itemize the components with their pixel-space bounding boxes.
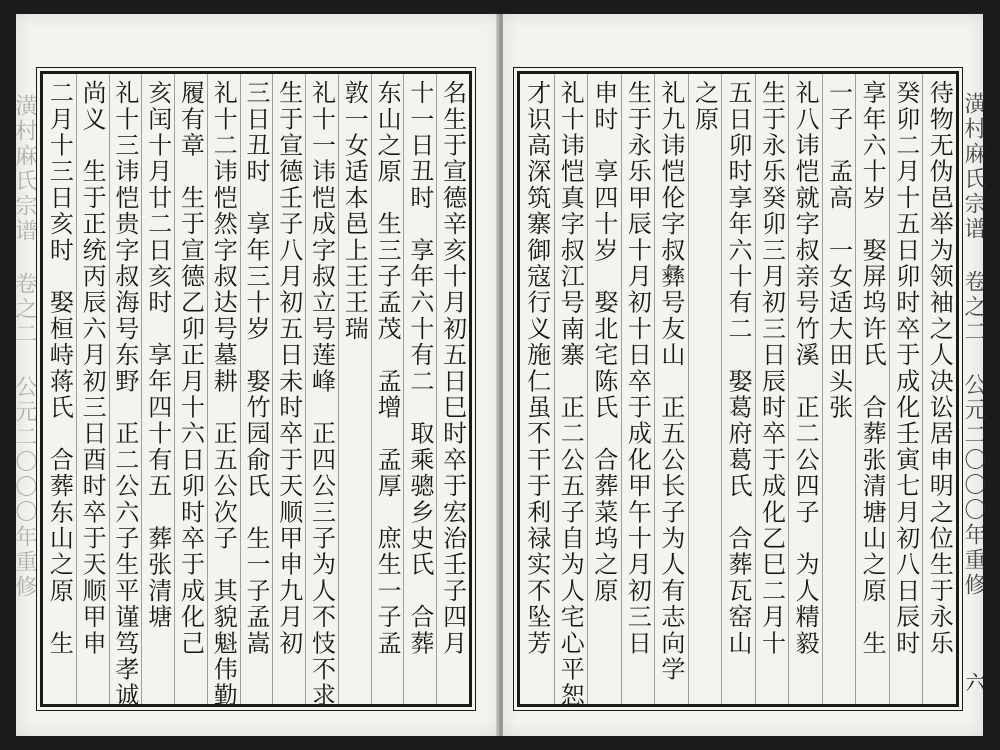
column-rule [822, 74, 823, 704]
column-rule [305, 74, 306, 704]
right-columns [520, 74, 956, 709]
column-rule [855, 74, 856, 704]
left-text-frame [40, 71, 472, 707]
text-column: 生于永乐癸卯三月初三日辰时卒于成化乙巳二月十 [757, 80, 786, 657]
column-rule [141, 74, 142, 704]
left-columns [43, 74, 469, 709]
text-column: 礼八讳恺就字叔亲号竹溪 正二公四子 为人精毅 [791, 80, 820, 657]
text-column: 三日丑时 享年三十岁 娶竹园俞氏 生一子孟嵩 [242, 80, 270, 657]
text-column: 东山之原 生三子孟茂 孟增 孟厚 庶生一子孟 [373, 80, 402, 657]
text-column: 享年六十岁 娶屏坞许氏 合葬张清塘山之原 生 [858, 80, 887, 657]
right-page [503, 14, 986, 736]
text-column: 十一日丑时 享年六十有二 取乘骢乡史氏 合葬 [405, 80, 434, 657]
column-rule [403, 74, 404, 704]
column-rule [654, 74, 655, 704]
text-column: 才识高深筑寨御寇行义施仁虽不干于利禄实不坠芳 [522, 80, 551, 657]
text-column: 礼十讳恺真字叔江号南寨 正二公五子自为人宅心平恕 [556, 80, 585, 709]
column-rule [554, 74, 555, 704]
text-column: 之原 [690, 80, 719, 133]
column-rule [889, 74, 890, 704]
text-column: 亥闰十月廿二日亥时 享年四十有五 葬张清塘 [143, 80, 172, 631]
column-rule [371, 74, 372, 704]
text-column: 癸卯二月十五日卯时卒于成化壬寅七月初八日辰时 [891, 80, 920, 657]
text-column: 敦一女适本邑上王王瑞 [340, 80, 369, 342]
text-column: 申时 享四十岁 娶北宅陈氏 合葬菜坞之原 [589, 80, 618, 604]
column-rule [755, 74, 756, 704]
column-rule [587, 74, 588, 704]
text-column: 待物无伪邑举为领袖之人决讼居申明之位生于永乐 [925, 80, 954, 657]
text-column: 礼九讳恺伦字叔彝号友山 正五公长子为人有志向学 [656, 80, 685, 683]
text-column: 生于永乐甲辰十月初十日卒于成化甲午十月初三日 [623, 80, 652, 657]
text-column: 礼十一讳恺成字叔立号莲峰 正四公三子为人不忮不求 [307, 80, 336, 709]
column-rule [721, 74, 722, 704]
text-column: 礼十三讳恺贵字叔海号东野 正二公六子生平谨笃孝诚 [110, 80, 139, 709]
margin-title: 潢村麻氏宗谱 卷之二 公元二〇〇〇年重修 [961, 92, 986, 598]
text-column: 名生于宣德辛亥十月初五日巳时卒于宏治壬子四月 [438, 80, 467, 657]
column-rule [621, 74, 622, 704]
left-margin-title: 潢村麻氏宗谱 卷之二 公元二〇〇〇年重修 [12, 94, 37, 600]
page-number: 六 [962, 672, 986, 692]
column-rule [76, 74, 77, 704]
column-rule [338, 74, 339, 704]
column-rule [240, 74, 241, 704]
text-column: 二月十三日亥时 娶桓峙蒋氏 合葬东山之原 生 [45, 80, 74, 657]
column-rule [436, 74, 437, 704]
column-rule [272, 74, 273, 704]
text-column: 履有章 生于宣德乙卯正月十六日卯时卒于成化己 [176, 80, 205, 657]
column-rule [688, 74, 689, 704]
left-page [12, 14, 500, 736]
text-column: 生于宣德壬子八月初五日未时卒于天顺甲申九月初 [274, 80, 303, 657]
right-text-frame [517, 71, 959, 707]
column-rule [922, 74, 923, 704]
column-rule [174, 74, 175, 704]
text-column: 五日卯时享年六十有二 娶葛府葛氏 合葬瓦窑山 [724, 80, 752, 657]
column-rule [109, 74, 110, 704]
column-rule [207, 74, 208, 704]
text-column: 尚义 生于正统丙辰六月初三日酉时卒于天顺甲申 [78, 80, 107, 657]
text-column: 一子 孟高 一女适大田头张 [824, 80, 853, 421]
column-rule [788, 74, 789, 704]
text-column: 礼十二讳恺然字叔达号墓耕 正五公次子 其貌魁伟勤 [209, 80, 238, 709]
